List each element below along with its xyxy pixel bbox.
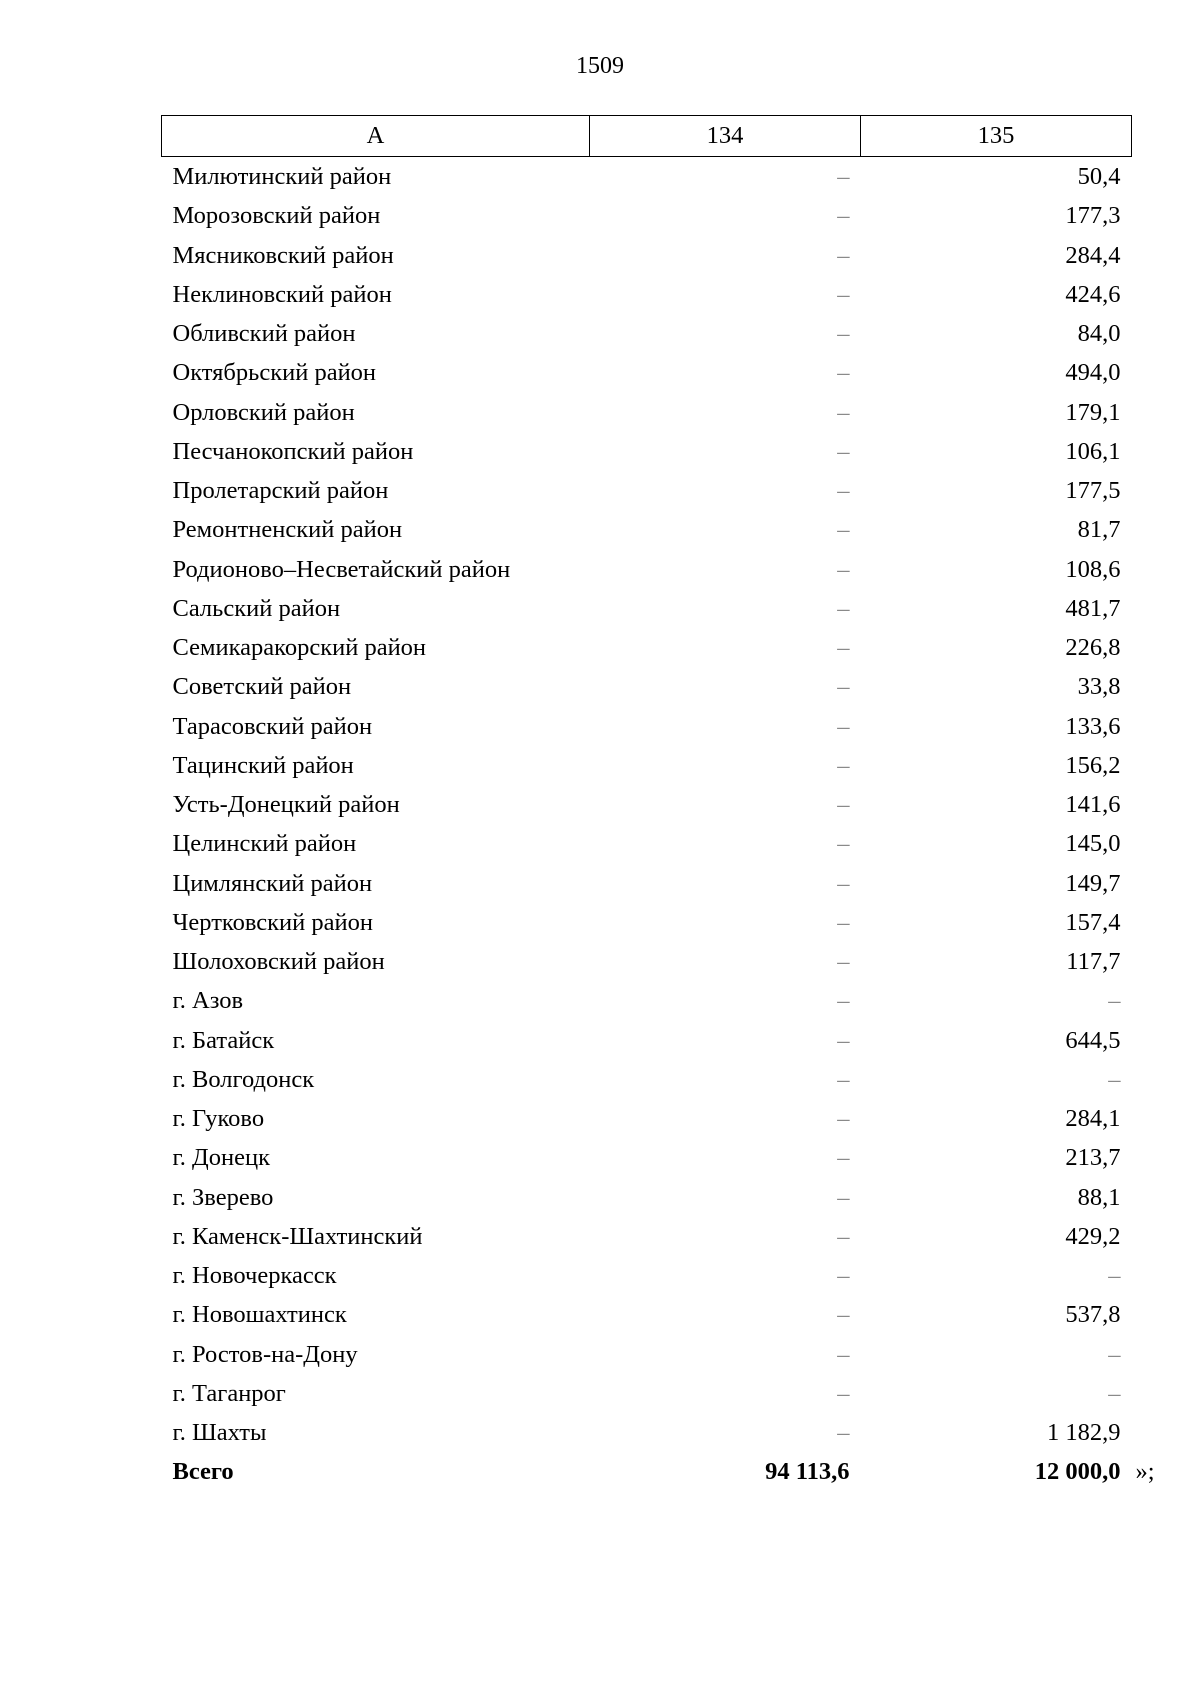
table-row [162,942,1132,981]
row-name: г. Каменск-Шахтинский [172,1222,423,1250]
row-value-134: – [837,555,850,583]
row-value-134: – [837,398,850,426]
row-value-134: – [837,1262,850,1290]
row-name: Обливский район [172,320,356,348]
row-value-134: – [837,712,850,740]
row-value-135: – [1108,1340,1121,1368]
row-value-135: 537,8 [1065,1301,1121,1329]
row-value-134: – [837,987,850,1015]
row-value-134: – [837,1419,850,1447]
row-value-134: – [837,359,850,387]
table-row [162,589,1132,628]
table-row [162,432,1132,471]
table-row [162,1060,1132,1099]
table-row [162,236,1132,275]
row-value-135: 133,6 [1065,712,1121,740]
table-body [162,157,1155,1492]
row-name: Родионово–Несветайский район [172,555,511,583]
header-row [162,116,1132,157]
row-value-135: 50,4 [1077,163,1121,191]
table-row [162,1256,1132,1295]
row-value-135: – [1108,1379,1121,1407]
row-value-134: – [837,869,850,897]
total-value-135-cell [861,1452,1155,1491]
closing-quote: »; [1135,1458,1155,1486]
total-value-134: 94 113,6 [765,1458,850,1486]
row-value-135: 156,2 [1065,751,1121,779]
row-name: г. Гуково [172,1105,265,1133]
row-name: Пролетарский район [172,477,389,505]
row-value-134: – [837,1222,850,1250]
table-row [162,1374,1132,1413]
row-name: Семикаракорский район [172,634,427,662]
table-row [162,393,1132,432]
row-value-135: 157,4 [1065,908,1121,936]
row-value-134: – [837,1026,850,1054]
row-name: Мясниковский район [172,241,394,269]
row-name: Милютинский район [172,163,392,191]
table-row [162,157,1132,197]
table-row [162,1021,1132,1060]
row-name: г. Шахты [172,1419,267,1447]
table-row [162,903,1132,942]
table-row [162,550,1132,589]
header-col-135: 135 [861,116,1132,157]
row-value-134: – [837,477,850,505]
row-name: Песчанокопский район [172,437,414,465]
row-name: Тацинский район [172,751,354,779]
row-name: г. Новочеркасск [172,1262,337,1290]
row-value-134: – [837,594,850,622]
row-name: Шолоховский район [172,948,385,976]
header-col-134: 134 [590,116,861,157]
row-value-135: – [1108,1262,1121,1290]
table-row [162,353,1132,392]
table-row [162,746,1132,785]
row-value-134: – [837,1144,850,1172]
row-value-135: 284,1 [1065,1105,1121,1133]
row-name: Целинский район [172,830,357,858]
row-value-135: 284,4 [1065,241,1121,269]
total-label: Всего [172,1458,234,1486]
row-value-135: – [1108,1065,1121,1093]
row-name: г. Новошахтинск [172,1301,347,1329]
table-row [162,1099,1132,1138]
row-name: Орловский район [172,398,355,426]
table-row [162,510,1132,549]
row-value-135: 424,6 [1065,280,1121,308]
row-value-135: 117,7 [1066,948,1121,976]
row-value-135: 149,7 [1065,869,1121,897]
table-row [162,1178,1132,1217]
header-col-name: А [162,116,590,157]
row-value-135: 108,6 [1065,555,1121,583]
row-value-135: 481,7 [1065,594,1121,622]
row-value-135: 81,7 [1077,516,1121,544]
row-name: г. Зверево [172,1183,274,1211]
row-value-134: – [837,1301,850,1329]
row-value-135: 84,0 [1077,320,1121,348]
table-row [162,628,1132,667]
table-row [162,314,1132,353]
row-value-135: 644,5 [1065,1026,1121,1054]
row-value-134: – [837,791,850,819]
table-header [162,116,1132,157]
row-name: г. Азов [172,987,244,1015]
row-value-134: – [837,280,850,308]
row-name: Ремонтненский район [172,516,403,544]
row-name: Сальский район [172,594,341,622]
row-value-134: – [837,437,850,465]
row-value-135: 429,2 [1065,1222,1121,1250]
table-row [162,471,1132,510]
row-name: Чертковский район [172,908,373,936]
row-value-134: – [837,320,850,348]
table-row [162,1295,1132,1334]
row-value-135: 88,1 [1077,1183,1121,1211]
total-row [162,1452,1132,1491]
row-value-135: 106,1 [1065,437,1121,465]
table-row [162,824,1132,863]
row-name: Цимлянский район [172,869,373,897]
row-name: Тарасовский район [172,712,373,740]
row-value-134: – [837,908,850,936]
row-name: г. Волгодонск [172,1065,315,1093]
allocation-table [161,115,1155,1492]
row-value-134: – [837,241,850,269]
row-value-134: – [837,516,850,544]
row-value-135: 213,7 [1065,1144,1121,1172]
row-value-135: 1 182,9 [1047,1419,1121,1447]
row-value-134: – [837,163,850,191]
row-value-134: – [837,202,850,230]
row-value-134: – [837,1065,850,1093]
row-value-134: – [837,1183,850,1211]
row-name: г. Таганрог [172,1379,286,1407]
table-row [162,707,1132,746]
table-row [162,275,1132,314]
table-row [162,667,1132,706]
row-name: Октябрьский район [172,359,377,387]
table-row [162,1138,1132,1177]
row-name: Усть-Донецкий район [172,791,400,819]
row-value-135: 33,8 [1077,673,1121,701]
row-name: г. Донецк [172,1144,270,1172]
total-value-135: 12 000,0 [1034,1458,1121,1486]
row-value-135: 177,5 [1065,477,1121,505]
row-value-134: – [837,634,850,662]
table-row [162,864,1132,903]
row-name: г. Ростов-на-Дону [172,1340,358,1368]
table-row [162,1335,1132,1374]
row-value-135: 494,0 [1065,359,1121,387]
table-row [162,785,1132,824]
row-value-135: 141,6 [1065,791,1121,819]
row-name: Советский район [172,673,352,701]
table-row [162,196,1132,235]
row-value-134: – [837,948,850,976]
table-row [162,1217,1132,1256]
table-row [162,981,1132,1020]
row-value-134: – [837,1379,850,1407]
row-value-135: 177,3 [1065,202,1121,230]
row-value-134: – [837,751,850,779]
row-value-135: – [1108,987,1121,1015]
row-value-134: – [837,1105,850,1133]
table-row [162,1413,1132,1452]
row-name: г. Батайск [172,1026,275,1054]
row-value-134: – [837,673,850,701]
row-value-135: 145,0 [1065,830,1121,858]
row-name: Неклиновский район [172,280,392,308]
row-value-135: 179,1 [1065,398,1121,426]
row-name: Морозовский район [172,202,381,230]
row-value-134: – [837,1340,850,1368]
page-number: 1509 [576,53,624,79]
row-value-134: – [837,830,850,858]
row-value-135: 226,8 [1065,634,1121,662]
